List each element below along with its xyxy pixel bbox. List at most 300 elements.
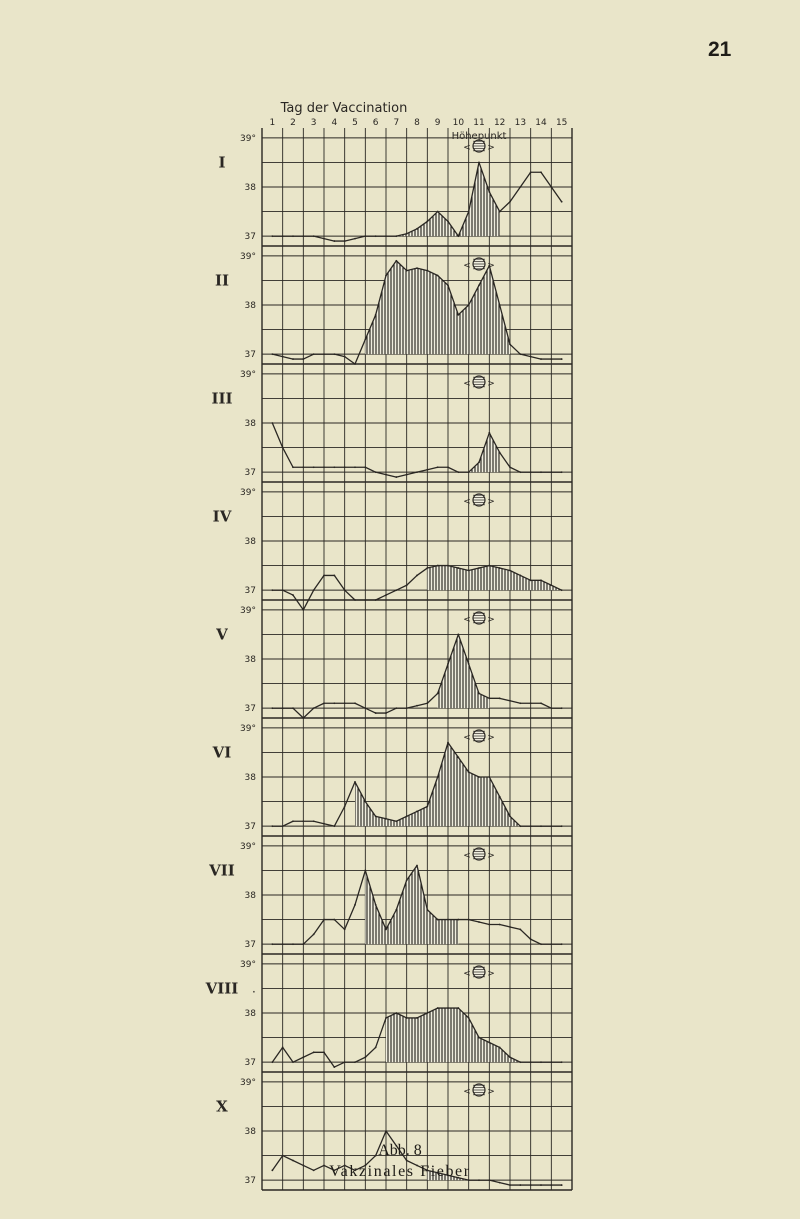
- data-point: [530, 1184, 532, 1186]
- y-tick-label: 39°: [240, 251, 256, 262]
- data-point: [385, 594, 387, 596]
- data-point: [416, 811, 418, 813]
- y-tick-label: 37: [244, 1176, 256, 1187]
- data-point: [468, 771, 470, 773]
- data-point: [561, 825, 563, 827]
- arrow-right-icon: >: [487, 261, 495, 271]
- data-point: [385, 929, 387, 931]
- peak-annotation: Höhepunkt: [451, 131, 507, 142]
- data-point: [437, 466, 439, 468]
- y-tick-label: 39°: [240, 605, 256, 616]
- pock-marker: [463, 376, 495, 389]
- arrow-left-icon: <: [463, 733, 471, 743]
- arrow-right-icon: >: [487, 969, 495, 979]
- y-tick-label: 37: [244, 704, 256, 715]
- data-point: [354, 904, 356, 906]
- y-tick-label: 39°: [240, 487, 256, 498]
- data-point: [333, 1066, 335, 1068]
- data-point: [499, 924, 501, 926]
- data-point: [478, 776, 480, 778]
- day-tick-label: 4: [331, 118, 338, 128]
- data-point: [395, 707, 397, 709]
- panel-numeral: III: [211, 389, 233, 408]
- y-tick-label: 37: [244, 940, 256, 951]
- data-point: [437, 211, 439, 213]
- data-point: [457, 567, 459, 569]
- data-point: [499, 796, 501, 798]
- data-point: [416, 575, 418, 577]
- data-point: [478, 461, 480, 463]
- data-point: [354, 781, 356, 783]
- data-point: [406, 270, 408, 272]
- data-point: [540, 471, 542, 473]
- y-tick-label: 37: [244, 1058, 256, 1069]
- y-tick-label: 38: [244, 1127, 256, 1137]
- data-point: [509, 466, 511, 468]
- day-tick-label: 9: [434, 118, 441, 128]
- data-point: [375, 815, 377, 817]
- pock-marker: [463, 494, 495, 507]
- data-point: [406, 474, 408, 476]
- data-point: [540, 171, 542, 173]
- panel-numeral: VIII: [205, 979, 239, 998]
- pock-marker: [463, 1084, 495, 1097]
- data-point: [375, 314, 377, 316]
- data-point: [282, 235, 284, 237]
- data-point: [292, 594, 294, 596]
- data-point: [499, 567, 501, 569]
- data-point: [550, 1061, 552, 1063]
- data-point: [550, 358, 552, 360]
- data-point: [519, 353, 521, 355]
- data-point: [302, 235, 304, 237]
- data-point: [540, 1184, 542, 1186]
- arrow-right-icon: >: [487, 497, 495, 507]
- data-point: [364, 1056, 366, 1058]
- data-point: [540, 943, 542, 945]
- arrow-right-icon: >: [487, 143, 495, 153]
- data-point: [457, 235, 459, 237]
- data-point: [395, 476, 397, 478]
- day-tick-label: 5: [352, 118, 358, 128]
- data-point: [292, 235, 294, 237]
- data-point: [344, 240, 346, 242]
- data-point: [344, 929, 346, 931]
- data-point: [530, 579, 532, 581]
- pock-marker: [463, 612, 495, 625]
- panel-numeral: II: [214, 271, 230, 290]
- y-tick-label: 38: [244, 183, 256, 193]
- data-point: [447, 466, 449, 468]
- data-point: [406, 233, 408, 235]
- data-point: [271, 825, 273, 827]
- data-point: [468, 570, 470, 572]
- data-point: [519, 471, 521, 473]
- day-tick-label: 11: [473, 118, 485, 128]
- data-point: [561, 707, 563, 709]
- data-point: [282, 356, 284, 358]
- data-point: [292, 707, 294, 709]
- panel-numeral: VII: [209, 861, 235, 880]
- data-point: [478, 162, 480, 164]
- data-point: [406, 879, 408, 881]
- day-tick-label: 13: [514, 118, 527, 128]
- data-point: [333, 575, 335, 577]
- data-point: [282, 589, 284, 591]
- data-point: [364, 707, 366, 709]
- data-point: [457, 756, 459, 758]
- data-point: [488, 924, 490, 926]
- data-point: [375, 599, 377, 601]
- day-tick-label: 3: [310, 118, 317, 128]
- data-point: [333, 466, 335, 468]
- data-point: [385, 818, 387, 820]
- data-point: [530, 171, 532, 173]
- data-point: [395, 260, 397, 262]
- data-point: [323, 1051, 325, 1053]
- y-tick-label: 38: [244, 655, 256, 665]
- day-tick-label: 7: [393, 118, 400, 128]
- panel-numeral: I: [218, 153, 226, 172]
- data-point: [519, 1184, 521, 1186]
- data-point: [395, 1012, 397, 1014]
- day-tick-label: 14: [535, 118, 547, 128]
- data-point: [354, 702, 356, 704]
- y-tick-label: 39°: [240, 841, 256, 852]
- fever-panel-III: [211, 364, 572, 482]
- data-point: [271, 353, 273, 355]
- data-point: [437, 565, 439, 567]
- data-point: [333, 240, 335, 242]
- data-point: [282, 707, 284, 709]
- data-point: [313, 466, 315, 468]
- data-point: [426, 1012, 428, 1014]
- fever-area: [355, 743, 541, 827]
- data-point: [292, 820, 294, 822]
- data-point: [344, 589, 346, 591]
- data-point: [271, 943, 273, 945]
- data-point: [499, 211, 501, 213]
- data-point: [313, 707, 315, 709]
- fever-panel-I: [218, 128, 572, 246]
- arrow-left-icon: <: [463, 143, 471, 153]
- fever-panel-II: [215, 246, 572, 365]
- data-point: [385, 1130, 387, 1132]
- data-point: [323, 823, 325, 825]
- data-point: [375, 712, 377, 714]
- y-tick-label: 37: [244, 586, 256, 597]
- data-point: [333, 825, 335, 827]
- data-point: [509, 1056, 511, 1058]
- data-point: [488, 565, 490, 567]
- arrow-right-icon: >: [487, 851, 495, 861]
- data-point: [468, 919, 470, 921]
- data-point: [499, 1047, 501, 1049]
- pock-marker: [463, 966, 495, 979]
- data-point: [561, 1061, 563, 1063]
- data-point: [509, 815, 511, 817]
- day-tick-label: 8: [414, 118, 420, 128]
- data-point: [302, 943, 304, 945]
- day-tick-label: 12: [493, 118, 506, 128]
- data-point: [447, 1007, 449, 1009]
- figure-caption: [0, 1140, 800, 1182]
- data-point: [271, 422, 273, 424]
- data-point: [488, 697, 490, 699]
- data-point: [416, 705, 418, 707]
- data-point: [323, 466, 325, 468]
- data-point: [271, 589, 273, 591]
- arrow-right-icon: >: [487, 379, 495, 389]
- fever-panel-V: [215, 600, 572, 719]
- data-point: [313, 820, 315, 822]
- data-point: [385, 474, 387, 476]
- data-point: [426, 909, 428, 911]
- fever-panel-IV: [213, 482, 572, 611]
- data-point: [519, 575, 521, 577]
- fever-panel-VII: [208, 836, 572, 954]
- data-point: [406, 1017, 408, 1019]
- data-point: [457, 471, 459, 473]
- figure-title: Vakzinales Fieber: [329, 1163, 471, 1180]
- data-point: [313, 933, 315, 935]
- data-point: [426, 702, 428, 704]
- temperature-curve: [272, 423, 561, 477]
- data-point: [292, 1061, 294, 1063]
- y-tick-label: 37: [244, 350, 256, 361]
- data-point: [530, 825, 532, 827]
- fever-panel-VIII: [205, 954, 572, 1072]
- y-tick-label: 38: [244, 891, 256, 901]
- data-point: [519, 1061, 521, 1063]
- data-point: [302, 358, 304, 360]
- data-point: [530, 1061, 532, 1063]
- data-point: [478, 921, 480, 923]
- day-tick-label: 2: [290, 118, 296, 128]
- data-point: [271, 1061, 273, 1063]
- y-tick-label: 38: [244, 537, 256, 547]
- data-point: [375, 1047, 377, 1049]
- arrow-right-icon: >: [487, 733, 495, 743]
- data-point: [292, 943, 294, 945]
- data-point: [519, 702, 521, 704]
- data-point: [519, 186, 521, 188]
- day-tick-label: 6: [372, 118, 379, 128]
- data-point: [313, 353, 315, 355]
- page-number: 21: [708, 38, 732, 61]
- data-point: [447, 663, 449, 665]
- pock-marker: [463, 848, 495, 861]
- data-point: [364, 801, 366, 803]
- data-point: [468, 211, 470, 213]
- data-point: [488, 1042, 490, 1044]
- fever-area: [386, 1008, 531, 1062]
- data-point: [447, 565, 449, 567]
- data-point: [550, 1184, 552, 1186]
- data-point: [344, 702, 346, 704]
- data-point: [447, 221, 449, 223]
- data-point: [395, 235, 397, 237]
- panel-numeral: X: [216, 1097, 228, 1116]
- data-point: [561, 1184, 563, 1186]
- data-point: [354, 238, 356, 240]
- arrow-left-icon: <: [463, 497, 471, 507]
- data-point: [333, 919, 335, 921]
- data-point: [271, 235, 273, 237]
- panel-numeral: VI: [212, 743, 232, 762]
- data-point: [344, 806, 346, 808]
- data-point: [540, 825, 542, 827]
- data-point: [375, 235, 377, 237]
- data-point: [302, 820, 304, 822]
- data-point: [457, 634, 459, 636]
- data-point: [385, 712, 387, 714]
- figure-label: Abb. 8: [378, 1142, 422, 1159]
- data-point: [509, 1184, 511, 1186]
- data-point: [364, 870, 366, 872]
- data-point: [406, 707, 408, 709]
- data-point: [364, 466, 366, 468]
- arrow-left-icon: <: [463, 1087, 471, 1097]
- data-point: [550, 471, 552, 473]
- data-point: [416, 1017, 418, 1019]
- data-point: [457, 1007, 459, 1009]
- data-point: [344, 466, 346, 468]
- y-tick-label: 37: [244, 232, 256, 243]
- data-point: [499, 452, 501, 454]
- y-tick-label: 37: [244, 822, 256, 833]
- data-point: [313, 589, 315, 591]
- fever-area: [469, 433, 500, 472]
- data-point: [457, 919, 459, 921]
- panel-dot: .: [252, 981, 256, 996]
- data-point: [344, 1061, 346, 1063]
- data-point: [519, 929, 521, 931]
- y-tick-label: 37: [244, 468, 256, 479]
- data-point: [282, 1047, 284, 1049]
- data-point: [375, 904, 377, 906]
- data-point: [478, 693, 480, 695]
- data-point: [416, 228, 418, 230]
- data-point: [437, 1007, 439, 1009]
- data-point: [519, 825, 521, 827]
- data-point: [561, 201, 563, 203]
- data-point: [530, 938, 532, 940]
- pock-marker: [463, 730, 495, 743]
- arrow-left-icon: <: [463, 851, 471, 861]
- data-point: [323, 575, 325, 577]
- data-point: [509, 926, 511, 928]
- data-point: [292, 466, 294, 468]
- data-point: [416, 267, 418, 269]
- arrow-left-icon: <: [463, 261, 471, 271]
- data-point: [468, 304, 470, 306]
- data-point: [437, 919, 439, 921]
- data-point: [561, 358, 563, 360]
- data-point: [416, 471, 418, 473]
- data-point: [550, 943, 552, 945]
- data-point: [344, 356, 346, 358]
- data-point: [540, 1061, 542, 1063]
- y-tick-label: 38: [244, 419, 256, 429]
- data-point: [437, 693, 439, 695]
- data-point: [313, 1051, 315, 1053]
- data-point: [478, 1037, 480, 1039]
- data-point: [488, 432, 490, 434]
- data-point: [323, 238, 325, 240]
- arrow-right-icon: >: [487, 615, 495, 625]
- fever-panel-VI: [212, 718, 572, 836]
- data-point: [447, 919, 449, 921]
- data-point: [395, 589, 397, 591]
- y-tick-label: 39°: [240, 723, 256, 734]
- data-point: [375, 471, 377, 473]
- panel-numeral: IV: [212, 507, 232, 526]
- data-point: [282, 825, 284, 827]
- data-point: [457, 314, 459, 316]
- data-point: [468, 1017, 470, 1019]
- data-point: [354, 599, 356, 601]
- data-point: [271, 707, 273, 709]
- data-point: [323, 919, 325, 921]
- day-tick-label: 15: [555, 118, 568, 128]
- data-point: [509, 201, 511, 203]
- data-point: [426, 469, 428, 471]
- data-point: [416, 865, 418, 867]
- data-point: [395, 820, 397, 822]
- data-point: [478, 567, 480, 569]
- data-point: [499, 697, 501, 699]
- data-point: [468, 663, 470, 665]
- panel-numeral: V: [216, 625, 228, 644]
- data-point: [354, 466, 356, 468]
- data-point: [540, 358, 542, 360]
- data-point: [540, 579, 542, 581]
- data-point: [406, 584, 408, 586]
- data-point: [488, 776, 490, 778]
- data-point: [333, 353, 335, 355]
- data-point: [323, 702, 325, 704]
- data-point: [292, 358, 294, 360]
- data-point: [426, 806, 428, 808]
- data-point: [426, 221, 428, 223]
- data-point: [540, 702, 542, 704]
- data-point: [530, 702, 532, 704]
- data-point: [385, 275, 387, 277]
- data-point: [447, 284, 449, 286]
- day-tick-label: 10: [452, 118, 465, 128]
- data-point: [561, 471, 563, 473]
- data-point: [302, 1056, 304, 1058]
- data-point: [530, 356, 532, 358]
- data-point: [468, 471, 470, 473]
- data-point: [447, 742, 449, 744]
- data-point: [509, 570, 511, 572]
- data-point: [426, 567, 428, 569]
- data-point: [550, 825, 552, 827]
- y-tick-label: 39°: [240, 133, 256, 144]
- day-tick-label: 1: [269, 118, 276, 128]
- data-point: [354, 363, 356, 365]
- data-point: [499, 304, 501, 306]
- data-point: [385, 235, 387, 237]
- y-tick-label: 38: [244, 1009, 256, 1019]
- y-tick-label: 38: [244, 773, 256, 783]
- data-point: [478, 284, 480, 286]
- data-point: [426, 270, 428, 272]
- fever-area: [427, 566, 561, 591]
- y-tick-label: 39°: [240, 369, 256, 380]
